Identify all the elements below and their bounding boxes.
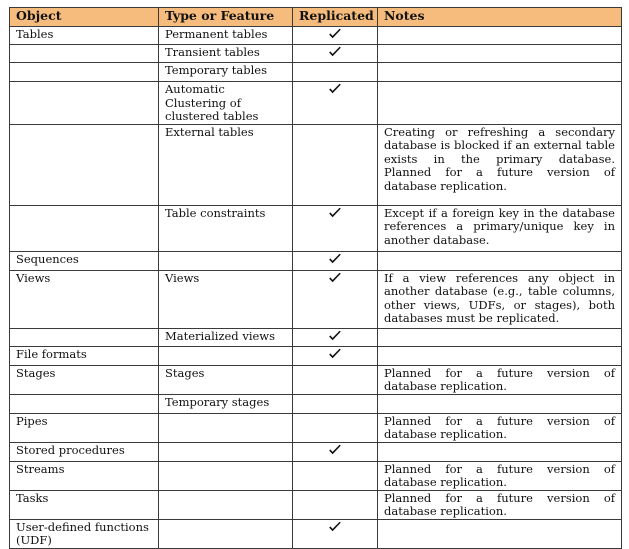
table-row <box>10 328 622 346</box>
object-cell: Streams <box>10 461 159 490</box>
type-or-feature-cell: Views <box>159 270 293 328</box>
type-or-feature-cell <box>159 519 293 548</box>
type-or-feature-cell: Temporary tables <box>159 63 293 82</box>
object-cell: User-defined functions (UDF) <box>10 519 159 548</box>
table-row <box>10 63 622 82</box>
replicated-cell <box>293 251 378 270</box>
object-cell: Views <box>10 270 159 328</box>
replication-support-table <box>9 7 622 549</box>
check-icon <box>328 330 342 342</box>
object-cell: File formats <box>10 346 159 365</box>
object-cell: Stages <box>10 365 159 394</box>
type-or-feature-cell <box>159 413 293 442</box>
replicated-cell <box>293 27 378 45</box>
replicated-cell <box>293 461 378 490</box>
header-type-or-feature: Type or Feature <box>159 8 293 27</box>
check-icon <box>328 207 342 219</box>
type-or-feature-cell: Temporary stages <box>159 394 293 413</box>
replicated-cell <box>293 205 378 251</box>
table-row <box>10 45 622 63</box>
object-cell: Sequences <box>10 251 159 270</box>
type-or-feature-cell: Table constraints <box>159 205 293 251</box>
object-cell <box>10 394 159 413</box>
object-cell <box>10 63 159 82</box>
object-cell <box>10 124 159 205</box>
table-row <box>10 27 622 45</box>
table-row <box>10 442 622 461</box>
check-icon <box>328 28 342 40</box>
table-row <box>10 394 622 413</box>
replicated-cell <box>293 63 378 82</box>
object-cell: Stored procedures <box>10 442 159 461</box>
replicated-cell <box>293 413 378 442</box>
check-icon <box>328 253 342 265</box>
table-row <box>10 365 622 394</box>
replicated-cell <box>293 270 378 328</box>
table-row <box>10 82 622 125</box>
table-row <box>10 346 622 365</box>
notes-cell <box>378 27 622 45</box>
object-cell: Tables <box>10 27 159 45</box>
table-row <box>10 461 622 490</box>
replicated-cell <box>293 82 378 125</box>
replicated-cell <box>293 519 378 548</box>
notes-cell: Creating or refreshing a secondary database is blocked if an external table exists in the primary database. Planned for a future version of database replication. <box>378 124 622 205</box>
type-or-feature-cell: External tables <box>159 124 293 205</box>
header-object: Object <box>10 8 159 27</box>
notes-cell <box>378 519 622 548</box>
table-row <box>10 205 622 251</box>
replicated-cell <box>293 394 378 413</box>
notes-cell <box>378 82 622 125</box>
replicated-cell <box>293 490 378 519</box>
notes-cell: Planned for a future version of database replication. <box>378 413 622 442</box>
object-cell: Pipes <box>10 413 159 442</box>
notes-cell <box>378 251 622 270</box>
check-icon <box>328 444 342 456</box>
notes-cell <box>378 328 622 346</box>
notes-cell <box>378 45 622 63</box>
header-notes: Notes <box>378 8 622 27</box>
replicated-cell <box>293 365 378 394</box>
type-or-feature-cell <box>159 346 293 365</box>
object-cell <box>10 205 159 251</box>
type-or-feature-cell: Automatic Clustering of clustered tables <box>159 82 293 125</box>
notes-cell: Except if a foreign key in the database references a primary/unique key in another database. <box>378 205 622 251</box>
notes-cell <box>378 394 622 413</box>
object-cell <box>10 328 159 346</box>
table-row <box>10 251 622 270</box>
type-or-feature-cell: Materialized views <box>159 328 293 346</box>
header-row <box>10 8 622 27</box>
type-or-feature-cell: Stages <box>159 365 293 394</box>
replicated-cell <box>293 442 378 461</box>
notes-cell <box>378 442 622 461</box>
type-or-feature-cell <box>159 442 293 461</box>
object-cell <box>10 82 159 125</box>
type-or-feature-cell: Permanent tables <box>159 27 293 45</box>
type-or-feature-cell <box>159 461 293 490</box>
notes-cell: Planned for a future version of database replication. <box>378 461 622 490</box>
replication-table-container <box>9 7 622 549</box>
replicated-cell <box>293 328 378 346</box>
table-row <box>10 490 622 519</box>
table-row <box>10 413 622 442</box>
notes-cell <box>378 63 622 82</box>
type-or-feature-cell <box>159 251 293 270</box>
type-or-feature-cell <box>159 490 293 519</box>
replicated-cell <box>293 346 378 365</box>
check-icon <box>328 46 342 58</box>
object-cell: Tasks <box>10 490 159 519</box>
object-cell <box>10 45 159 63</box>
notes-cell: Planned for a future version of database replication. <box>378 365 622 394</box>
type-or-feature-cell: Transient tables <box>159 45 293 63</box>
replicated-cell <box>293 45 378 63</box>
check-icon <box>328 348 342 360</box>
check-icon <box>328 83 342 95</box>
table-row <box>10 519 622 548</box>
notes-cell: Planned for a future version of database replication. <box>378 490 622 519</box>
header-replicated: Replicated <box>293 8 378 27</box>
check-icon <box>328 521 342 533</box>
table-row <box>10 124 622 205</box>
check-icon <box>328 272 342 284</box>
notes-cell <box>378 346 622 365</box>
table-row <box>10 270 622 328</box>
replicated-cell <box>293 124 378 205</box>
notes-cell: If a view references any object in another database (e.g., table columns, other views, UDFs, or stages), both databases must be replicated. <box>378 270 622 328</box>
